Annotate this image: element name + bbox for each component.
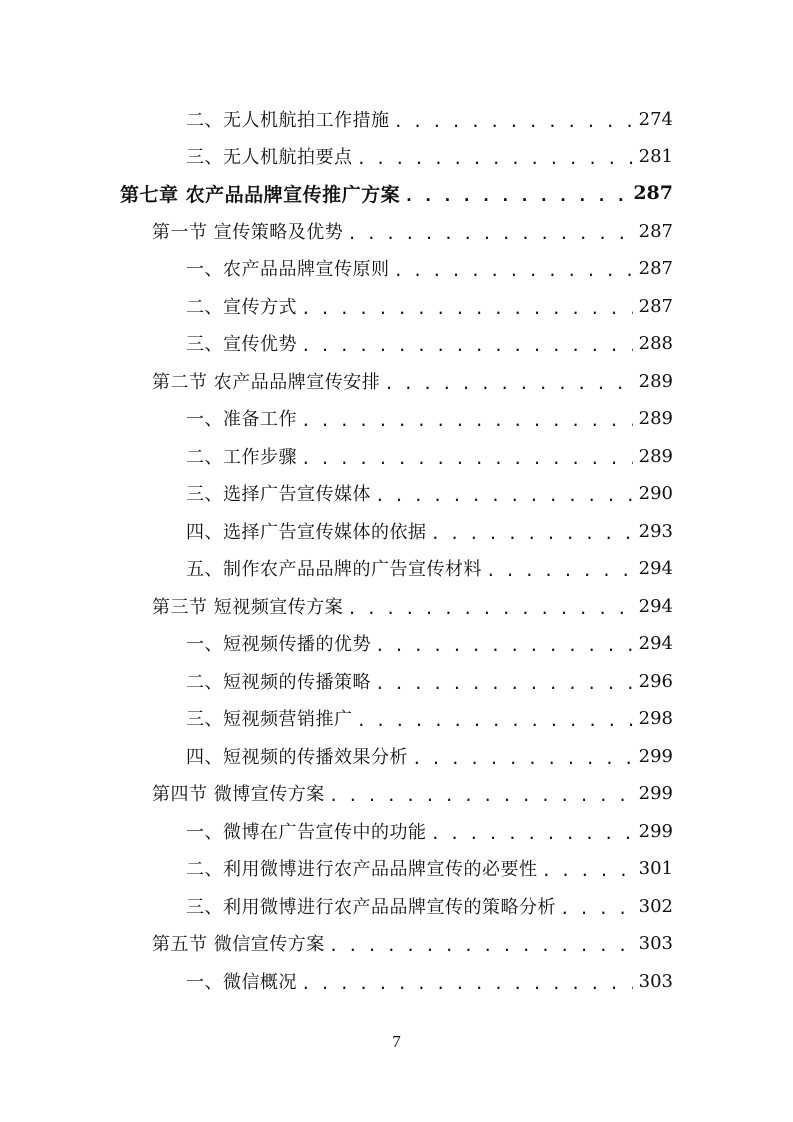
dot-leader bbox=[357, 711, 633, 730]
toc-entry-page: 303 bbox=[638, 970, 673, 992]
dot-leader bbox=[347, 599, 632, 618]
toc-entry[interactable] bbox=[186, 288, 673, 324]
toc-entry-title: 四、短视频的传播效果分析 bbox=[186, 747, 408, 768]
toc-entry-title: 一、微信概况 bbox=[186, 972, 297, 993]
dot-leader bbox=[486, 561, 633, 580]
toc-entry-page: 299 bbox=[638, 782, 673, 804]
toc-entry-page: 299 bbox=[638, 745, 673, 767]
toc-entry-title: 第四节 微博宣传方案 bbox=[152, 784, 325, 805]
toc-entry-title: 一、农产品品牌宣传原则 bbox=[186, 259, 390, 280]
toc-entry-page: 289 bbox=[638, 445, 673, 467]
toc-entry-title: 二、宣传方式 bbox=[186, 297, 297, 318]
toc-entry-page: 302 bbox=[638, 895, 673, 917]
dot-leader bbox=[329, 936, 633, 955]
dot-leader bbox=[301, 299, 633, 318]
dot-leader bbox=[404, 186, 627, 205]
toc-entry-page: 287 bbox=[638, 257, 673, 279]
toc-entry-title: 一、准备工作 bbox=[186, 409, 297, 430]
toc-entry-page: 299 bbox=[638, 820, 673, 842]
toc-entry[interactable] bbox=[186, 438, 673, 474]
dot-leader bbox=[560, 899, 633, 918]
toc-entry[interactable] bbox=[186, 475, 673, 511]
toc-entry[interactable] bbox=[186, 513, 673, 549]
toc-entry[interactable] bbox=[186, 325, 673, 361]
toc-entry-title: 二、无人机航拍工作措施 bbox=[186, 110, 390, 131]
dot-leader bbox=[542, 861, 633, 880]
toc-entry-section[interactable] bbox=[152, 588, 673, 624]
toc-entry-title: 二、短视频的传播策略 bbox=[186, 672, 371, 693]
toc-entry-section[interactable] bbox=[152, 925, 673, 961]
toc-entry[interactable] bbox=[186, 888, 673, 924]
toc-entry-title: 三、选择广告宣传媒体 bbox=[186, 484, 371, 505]
toc-entry[interactable] bbox=[186, 963, 673, 999]
toc-entry-page: 287 bbox=[633, 182, 673, 204]
toc-entry-section[interactable] bbox=[152, 363, 673, 399]
dot-leader bbox=[412, 749, 633, 768]
toc-entry[interactable] bbox=[186, 738, 673, 774]
toc-entry-title: 第一节 宣传策略及优势 bbox=[152, 222, 344, 243]
toc-entry-page: 289 bbox=[638, 370, 673, 392]
dot-leader bbox=[375, 486, 633, 505]
dot-leader bbox=[329, 786, 633, 805]
toc-entry-page: 274 bbox=[638, 108, 673, 130]
toc-entry-page: 287 bbox=[638, 295, 673, 317]
toc-entry[interactable] bbox=[186, 625, 673, 661]
toc-entry-section[interactable] bbox=[152, 213, 673, 249]
toc-entry-page: 294 bbox=[638, 632, 673, 654]
toc-entry-title: 第七章 农产品品牌宣传推广方案 bbox=[120, 183, 401, 206]
toc-entry-title: 第三节 短视频宣传方案 bbox=[152, 597, 344, 618]
dot-leader bbox=[301, 411, 633, 430]
toc-entry[interactable] bbox=[186, 101, 673, 137]
toc-entry-page: 294 bbox=[638, 557, 673, 579]
toc-entry-title: 第二节 农产品品牌宣传安排 bbox=[152, 372, 381, 393]
toc-entry[interactable] bbox=[186, 250, 673, 286]
toc-entry[interactable] bbox=[186, 400, 673, 436]
toc-entry-page: 287 bbox=[638, 220, 673, 242]
toc-entry[interactable] bbox=[186, 138, 673, 174]
toc-entry-title: 一、微博在广告宣传中的功能 bbox=[186, 822, 427, 843]
dot-leader bbox=[301, 449, 633, 468]
toc-entry-page: 281 bbox=[638, 145, 673, 167]
toc-entry[interactable] bbox=[186, 700, 673, 736]
toc-entry-title: 三、利用微博进行农产品品牌宣传的策略分析 bbox=[186, 897, 556, 918]
toc-entry[interactable] bbox=[186, 663, 673, 699]
dot-leader bbox=[357, 149, 633, 168]
page-number: 7 bbox=[392, 1032, 401, 1051]
toc-entry-section[interactable] bbox=[152, 775, 673, 811]
dot-leader bbox=[384, 374, 632, 393]
toc-entry-title: 四、选择广告宣传媒体的依据 bbox=[186, 522, 427, 543]
toc-entry-title: 一、短视频传播的优势 bbox=[186, 634, 371, 655]
dot-leader bbox=[301, 336, 633, 355]
dot-leader bbox=[431, 824, 633, 843]
toc-entry-title: 三、无人机航拍要点 bbox=[186, 147, 353, 168]
toc-entry-page: 288 bbox=[638, 332, 673, 354]
dot-leader bbox=[394, 261, 633, 280]
dot-leader bbox=[431, 524, 633, 543]
toc-entry-page: 296 bbox=[638, 670, 673, 692]
toc-entry-page: 303 bbox=[638, 932, 673, 954]
toc-entry[interactable] bbox=[186, 550, 673, 586]
toc-entry[interactable] bbox=[186, 813, 673, 849]
dot-leader bbox=[347, 224, 632, 243]
toc-entry-title: 二、工作步骤 bbox=[186, 447, 297, 468]
toc-entry-page: 290 bbox=[638, 482, 673, 504]
toc-entry-title: 二、利用微博进行农产品品牌宣传的必要性 bbox=[186, 859, 538, 880]
toc-entry-page: 298 bbox=[638, 707, 673, 729]
toc-entry-title: 第五节 微信宣传方案 bbox=[152, 934, 325, 955]
toc-entry-chapter[interactable] bbox=[120, 175, 673, 211]
toc-entry-title: 五、制作农产品品牌的广告宣传材料 bbox=[186, 559, 482, 580]
toc-entry-title: 三、短视频营销推广 bbox=[186, 709, 353, 730]
dot-leader bbox=[375, 674, 633, 693]
toc-entry-page: 301 bbox=[638, 857, 673, 879]
toc-entry-title: 三、宣传优势 bbox=[186, 334, 297, 355]
toc-entry-page: 294 bbox=[638, 595, 673, 617]
toc-entry-page: 293 bbox=[638, 520, 673, 542]
dot-leader bbox=[301, 974, 633, 993]
toc-entry[interactable] bbox=[186, 850, 673, 886]
dot-leader bbox=[375, 636, 633, 655]
dot-leader bbox=[394, 112, 633, 131]
toc-entry-page: 289 bbox=[638, 407, 673, 429]
